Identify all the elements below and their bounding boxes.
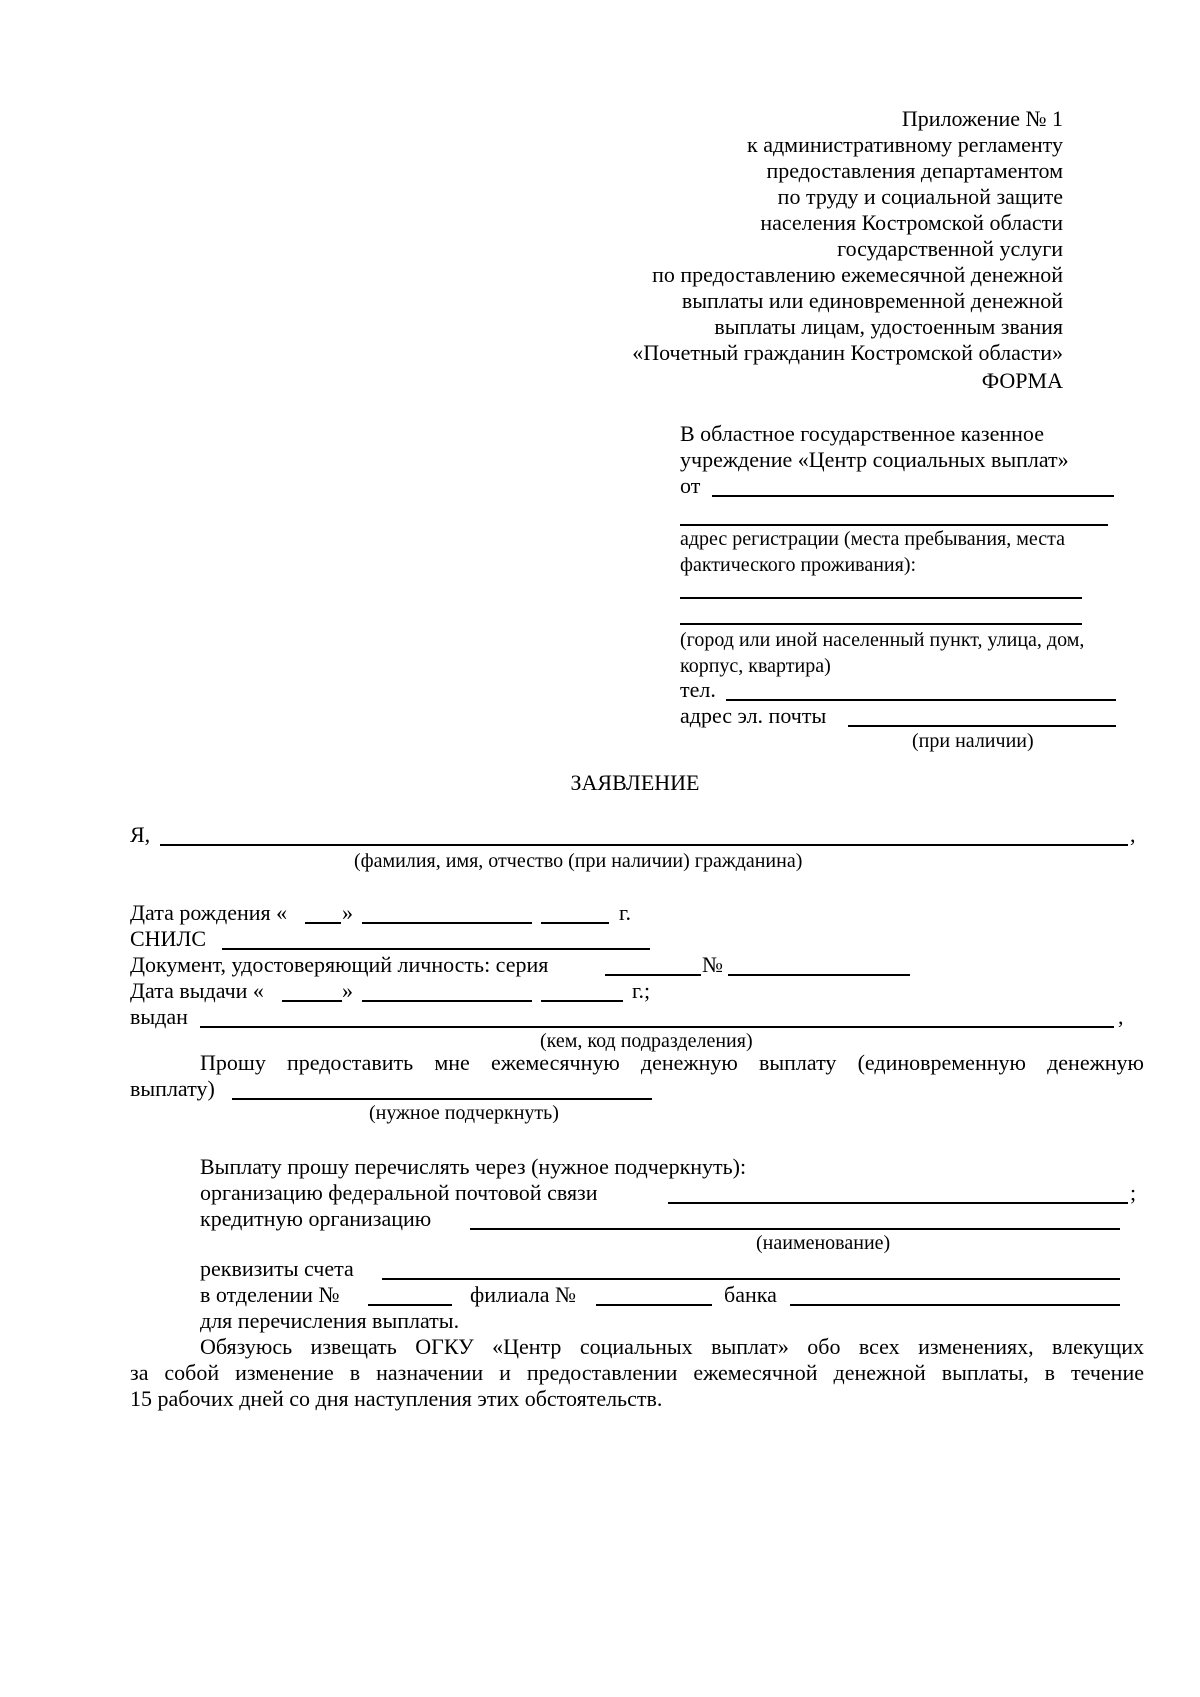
birth-month-field[interactable] [362,922,532,924]
issued-by-hint: (кем, код подразделения) [540,1030,753,1052]
issue-month-field[interactable] [362,1000,532,1002]
form-label: ФОРМА [981,368,1063,393]
address-field[interactable] [680,597,1082,599]
birth-label: Дата рождения « [130,900,288,925]
issued-by-label: выдан [130,1004,188,1029]
issue-day-field[interactable] [282,1000,342,1002]
address-label: фактического проживания): [680,554,917,576]
appendix-line: выплаты лицам, удостоенным звания [714,314,1063,339]
email-label: адрес эл. почты [680,703,827,728]
address-hint: корпус, квартира) [680,655,831,677]
phone-field[interactable] [726,699,1116,701]
email-hint: (при наличии) [912,730,1034,752]
appendix-line: по труду и социальной защите [777,184,1063,209]
birth-close-quote: » [342,900,353,925]
branch-number-field[interactable] [368,1304,452,1306]
branch-label: в отделении № [200,1282,340,1307]
bank-word: банка [724,1282,777,1307]
from-name-field[interactable] [712,495,1114,497]
birth-year-field[interactable] [541,922,609,924]
document-title: ЗАЯВЛЕНИЕ [570,770,700,795]
appendix-line: Приложение № 1 [901,106,1063,131]
appendix-line: населения Костромской области [760,210,1063,235]
filial-number-field[interactable] [596,1304,712,1306]
request-payment-label: выплату) [130,1076,215,1101]
from-label: от [680,473,701,498]
birth-year-suffix: г. [619,900,632,925]
payment-purpose: для перечисления выплаты. [200,1308,460,1333]
appendix-line: к административному регламенту [747,132,1063,157]
postal-field[interactable] [668,1202,1128,1204]
appendix-line: по предоставлению ежемесячной денежной [652,262,1063,287]
bank-field[interactable] [790,1304,1120,1306]
identity-number-label: № [702,952,723,977]
address-field[interactable] [680,623,1082,625]
obligation-line: Обязуюсь извещать ОГКУ «Центр социальных выплат» обо всех изменениях, влекущих [200,1334,1144,1359]
obligation-line: за собой изменение в назначении и предоставлении ежемесячной денежной выплаты, в течение [130,1360,1144,1385]
issue-year-field[interactable] [541,1000,623,1002]
identity-number-field[interactable] [728,974,910,976]
issue-close-quote: » [342,978,353,1003]
snils-field[interactable] [222,948,650,950]
obligation-line: 15 рабочих дней со дня наступления этих обстоятельств. [130,1386,663,1411]
appendix-line: государственной услуги [837,236,1063,261]
issued-by-suffix: , [1118,1004,1124,1029]
identity-label: Документ, удостоверяющий личность: серия [130,952,549,977]
appendix-line: предоставления департаментом [766,158,1063,183]
addressee-line: В областное государственное казенное [680,421,1044,446]
phone-label: тел. [680,677,716,702]
applicant-hint: (фамилия, имя, отчество (при наличии) гражданина) [354,850,803,872]
bank-hint: (наименование) [756,1232,891,1254]
appendix-line: «Почетный гражданин Костромской области» [632,340,1063,365]
issue-date-label: Дата выдачи « [130,978,264,1003]
postal-suffix: ; [1130,1180,1137,1205]
appendix-line: выплаты или единовременной денежной [681,288,1063,313]
filial-label: филиала № [470,1282,576,1307]
address-hint: (город или иной населенный пункт, улица, дом, [680,629,1085,651]
bank-label: кредитную организацию [200,1206,432,1231]
identity-series-field[interactable] [605,974,701,976]
applicant-prefix: Я, [130,822,151,847]
snils-label: СНИЛС [130,926,207,951]
request-hint: (нужное подчеркнуть) [369,1102,559,1124]
request-line: Прошу предоставить мне ежемесячную денежную выплату (единовременную денежную [200,1050,1144,1075]
payment-intro: Выплату прошу перечислять через (нужное подчеркнуть): [200,1154,747,1179]
account-field[interactable] [382,1278,1120,1280]
account-label: реквизиты счета [200,1256,354,1281]
issue-year-suffix: г.; [632,978,651,1003]
email-field[interactable] [848,725,1116,727]
address-label: адрес регистрации (места пребывания, места [680,528,1065,550]
addressee-line: учреждение «Центр социальных выплат» [680,447,1069,472]
applicant-suffix: , [1130,822,1136,847]
postal-label: организацию федеральной почтовой связи [200,1180,598,1205]
birth-day-field[interactable] [305,922,341,924]
applicant-name-field[interactable] [160,844,1128,846]
